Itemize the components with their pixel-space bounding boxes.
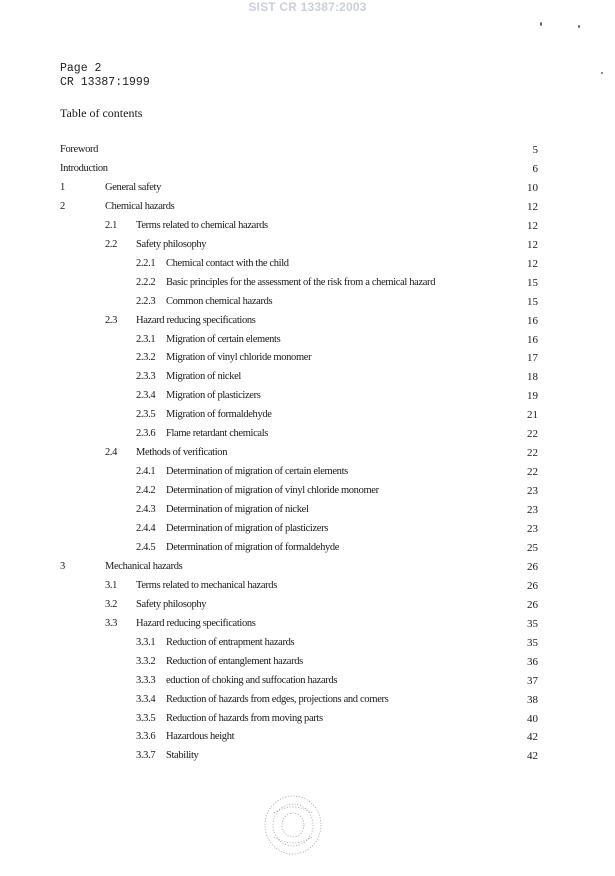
- toc-entry-title: Determination of migration of certain elements: [166, 466, 348, 478]
- toc-entry-number: 3.3.3: [136, 674, 156, 686]
- toc-entry: [0, 142, 615, 158]
- toc-entry-title: Hazard reducing specifications: [136, 617, 256, 629]
- toc-entry-number: 3.3.6: [136, 731, 156, 743]
- page-label: Page 2: [60, 62, 102, 75]
- toc-entry: [0, 180, 615, 196]
- toc-entry-number: 2.3.5: [136, 409, 156, 421]
- toc-entry: [0, 521, 615, 537]
- toc-entry: [0, 350, 615, 366]
- toc-entry-page: 17: [527, 352, 538, 365]
- toc-entry: [0, 445, 615, 461]
- document-id: CR 13387:1999: [60, 76, 150, 89]
- toc-entry: [0, 673, 615, 689]
- toc-entry: [0, 218, 615, 234]
- toc-entry-page: 12: [527, 219, 538, 232]
- toc-entry-number: 2.3.1: [136, 333, 156, 345]
- toc-entry-page: 22: [527, 466, 538, 479]
- toc-entry-number: 2.4.3: [136, 504, 156, 516]
- toc-entry: [0, 635, 615, 651]
- toc-entry: [0, 407, 615, 423]
- toc-entry-page: 6: [532, 162, 538, 175]
- toc-entry: [0, 256, 615, 272]
- toc-entry-page: 21: [527, 409, 538, 422]
- toc-entry-title: Migration of nickel: [166, 371, 241, 383]
- toc-entry: [0, 729, 615, 745]
- toc-entry-number: 3.2: [105, 598, 118, 610]
- toc-entry-title: Determination of migration of nickel: [166, 504, 309, 516]
- toc-entry-title: Migration of plasticizers: [166, 390, 261, 402]
- toc-entry-number: 2.2.2: [136, 276, 156, 288]
- toc-entry-page: 26: [527, 598, 538, 611]
- scan-speck: [601, 72, 603, 74]
- toc-entry-page: 22: [527, 447, 538, 460]
- watermark-header: SIST CR 13387:2003: [248, 0, 367, 14]
- toc-entry-page: 38: [527, 693, 538, 706]
- toc-entry-title: Safety philosophy: [136, 598, 207, 610]
- toc-entry-page: 26: [527, 560, 538, 573]
- toc-entry: [0, 578, 615, 594]
- toc-entry: [0, 199, 615, 215]
- toc-entry: [0, 294, 615, 310]
- toc-entry: [0, 237, 615, 253]
- toc-entry-title: Migration of vinyl chloride monomer: [166, 352, 312, 364]
- toc-entry-number: 2.4.5: [136, 541, 156, 553]
- toc-entry-page: 35: [527, 636, 538, 649]
- toc-entry-number: 2.3.4: [136, 390, 156, 402]
- toc-entry-number: 3.3.2: [136, 655, 156, 667]
- toc-entry-title: Reduction of entrapment hazards: [166, 636, 295, 648]
- toc-entry-page: 40: [527, 712, 538, 725]
- toc-entry-page: 23: [527, 485, 538, 498]
- toc-entry-number: 2.3.6: [136, 428, 156, 440]
- toc-entry-page: 12: [527, 238, 538, 251]
- toc-entry-page: 15: [527, 295, 538, 308]
- scan-speck: [578, 25, 580, 28]
- toc-entry-title: Introduction: [60, 162, 108, 174]
- toc-entry: [0, 502, 615, 518]
- toc-entry-title: Terms related to chemical hazards: [136, 219, 268, 231]
- toc-entry-number: 2.4.1: [136, 466, 156, 478]
- toc-entry-title: Safety philosophy: [136, 238, 207, 250]
- toc-entry-number: 3.3.5: [136, 712, 156, 724]
- toc-entry-page: 23: [527, 523, 538, 535]
- toc-entry-number: 1: [60, 181, 65, 193]
- toc-entry-title: eduction of choking and suffocation hazards: [166, 674, 338, 686]
- toc-entry-title: Chemical hazards: [105, 200, 175, 212]
- toc-entry: [0, 616, 615, 632]
- toc-entry-page: 25: [527, 541, 538, 554]
- toc-entry-page: 16: [527, 333, 538, 346]
- toc-entry-title: Migration of formaldehyde: [166, 409, 272, 421]
- toc-entry-title: Migration of certain elements: [166, 333, 281, 345]
- toc-entry: [0, 483, 615, 499]
- toc-entry-title: Determination of migration of vinyl chloride monomer: [166, 485, 379, 497]
- toc-entry-page: 22: [527, 428, 538, 441]
- toc-entry-title: Reduction of entanglement hazards: [166, 655, 303, 667]
- toc-entry-page: 36: [527, 655, 538, 668]
- toc-entry-title: Chemical contact with the child: [166, 257, 289, 269]
- toc-entry-title: Determination of migration of formaldehyde: [166, 541, 340, 553]
- toc-entry: [0, 464, 615, 480]
- toc-entry-number: 2.3.3: [136, 371, 156, 383]
- toc-entry-title: General safety: [105, 181, 162, 193]
- toc-entry: [0, 540, 615, 556]
- toc-entry-title: Basic principles for the assessment of the risk from a chemical hazard: [166, 276, 436, 288]
- toc-entry-title: Stability: [166, 750, 199, 762]
- toc-entry: [0, 654, 615, 670]
- toc-entry-number: 3: [60, 560, 65, 572]
- toc-entry-title: Hazard reducing specifications: [136, 314, 256, 326]
- toc-entry: [0, 388, 615, 404]
- toc-entry-number: 3.3.4: [136, 693, 156, 705]
- toc-entry-title: Determination of migration of plasticizers: [166, 523, 328, 534]
- toc-entry-page: 18: [527, 371, 538, 384]
- toc-entry: [0, 426, 615, 442]
- toc-entry-number: 2.1: [105, 219, 118, 231]
- toc-entry-title: Terms related to mechanical hazards: [136, 579, 277, 591]
- toc-entry-number: 2.2: [105, 238, 118, 250]
- toc-entry-number: 2.4.4: [136, 523, 156, 534]
- toc-entry-title: Methods of verification: [136, 447, 228, 459]
- toc-entry: [0, 369, 615, 385]
- toc-entry-page: 42: [527, 750, 538, 763]
- stamp-seal-icon: [262, 793, 324, 857]
- toc-entry-page: 16: [527, 314, 538, 327]
- toc-entry-number: 3.3.1: [136, 636, 156, 648]
- toc-heading: Table of contents: [60, 106, 143, 120]
- toc-entry-page: 15: [527, 276, 538, 289]
- toc-entry-title: Mechanical hazards: [105, 560, 183, 572]
- toc-entry-page: 42: [527, 731, 538, 744]
- toc-entry-title: Flame retardant chemicals: [166, 428, 269, 440]
- toc-entry-number: 2.2.3: [136, 295, 156, 307]
- toc-entry-page: 5: [532, 144, 538, 156]
- toc-entry-page: 12: [527, 200, 538, 213]
- toc-entry-page: 35: [527, 617, 538, 630]
- toc-entry-page: 26: [527, 579, 538, 592]
- toc-entry-number: 3.3.7: [136, 750, 156, 762]
- toc-entry: [0, 313, 615, 329]
- toc-entry-number: 2: [60, 200, 65, 212]
- toc-entry: [0, 275, 615, 291]
- toc-entry-page: 12: [527, 257, 538, 270]
- toc-entry-number: 2.3.2: [136, 352, 156, 364]
- scan-speck: [540, 22, 542, 26]
- toc-entry-title: Reduction of hazards from edges, projections and corners: [166, 693, 389, 705]
- toc-entry-number: 2.4: [105, 447, 118, 459]
- toc-entry-number: 3.3: [105, 617, 118, 629]
- toc-entry-title: Hazardous height: [166, 731, 235, 743]
- toc-entry-title: Foreword: [60, 144, 99, 155]
- toc-entry-title: Reduction of hazards from moving parts: [166, 712, 323, 724]
- toc-entry-number: 2.3: [105, 314, 118, 326]
- toc-entry: [0, 161, 615, 177]
- toc-entry: [0, 597, 615, 613]
- toc-entry: [0, 748, 615, 764]
- toc-entry: [0, 559, 615, 575]
- toc-entry: [0, 332, 615, 348]
- toc-entry-title: Common chemical hazards: [166, 295, 273, 307]
- toc-entry-number: 3.1: [105, 579, 118, 591]
- toc-entry-page: 10: [527, 181, 538, 194]
- toc-entry-page: 19: [527, 390, 538, 403]
- toc-entry-page: 23: [527, 504, 538, 517]
- toc-entry: [0, 711, 615, 727]
- toc-entry: [0, 692, 615, 708]
- toc-entry-number: 2.4.2: [136, 485, 156, 497]
- toc-entry-page: 37: [527, 674, 538, 687]
- toc-entry-number: 2.2.1: [136, 257, 156, 269]
